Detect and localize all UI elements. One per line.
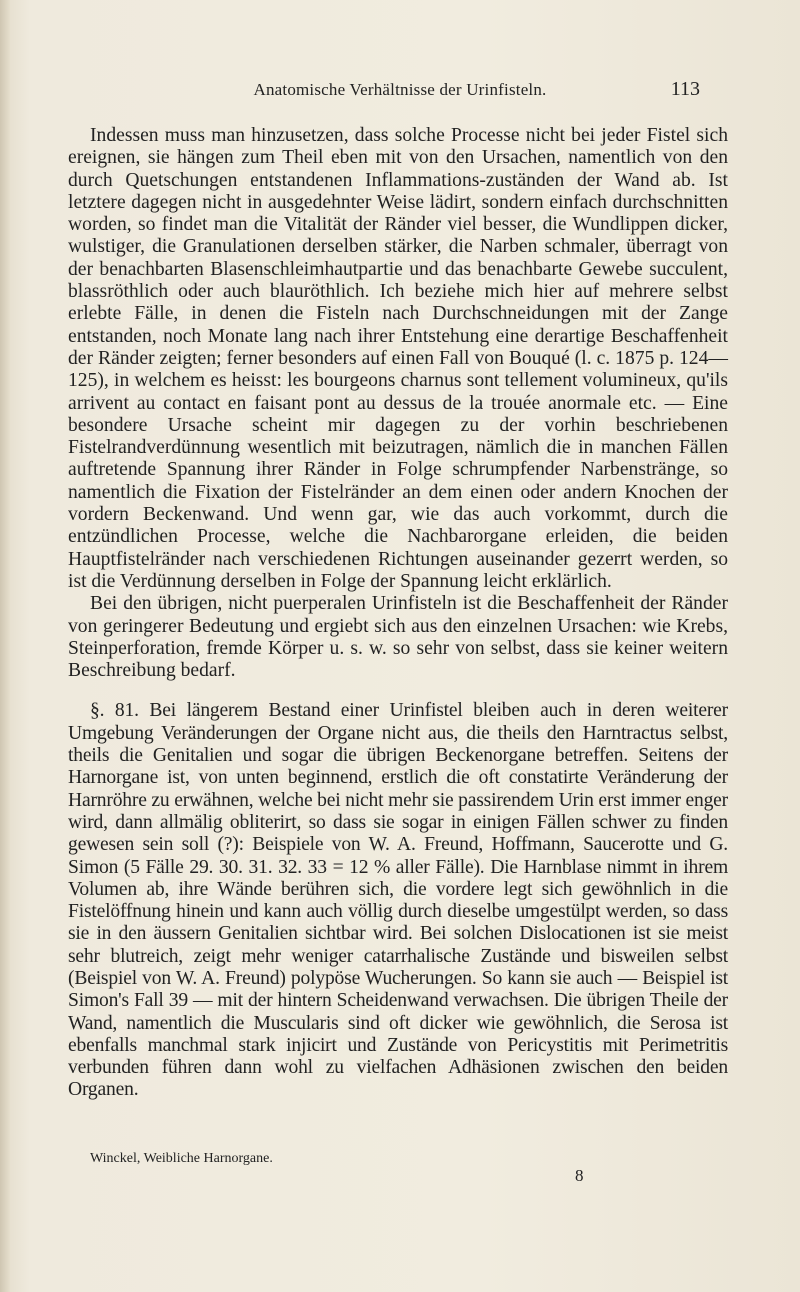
running-title: Anatomische Verhältnisse der Urinfisteln. <box>253 80 547 99</box>
footnote: Winckel, Weibliche Harnorgane. <box>90 1151 273 1166</box>
body-text <box>68 125 728 1102</box>
signature-mark: 8 <box>575 1166 584 1185</box>
section-gap <box>68 682 728 700</box>
paragraph-1: Indessen muss man hinzusetzen, dass solche Processe nicht bei jeder Fistel sich ereignen, sie hängen zum Theil eben mit von den Ursachen, namentlich von den durch Quetschungen entstandenen Inflammations-zuständen der Wand ab. Ist letztere dagegen nicht in ausgedehnter Weise lädirt, sondern einfach durchschnitten worden, so findet man die Vitalität der Ränder viel besser, die Wundlippen dicker, wulstiger, die Granulationen derselben stärker, die Narben schmaler, überragt von der benachbarten Blasenschleimhautpartie und das benachbarte Gewebe succulent, blassröthlich oder auch blauröthlich. Ich beziehe mich hier auf mehrere selbst erlebte Fälle, in denen die Fisteln nach Durchschneidungen mit der Zange entstanden, noch Monate lang nach ihrer Entstehung eine derartige Beschaffenheit der Ränder zeigten; ferner besonders auf einen Fall von Bouqué (l. c. 1875 p. 124—125), in welchem es heisst: les bourgeons charnus sont tellement volumineux, qu'ils arrivent au contact en faisant pont au dessus de la trouée anormale etc. — Eine besondere Ursache scheint mir dagegen zu der vorhin beschriebenen Fistelrandverdünnung wesentlich mit beizutragen, nämlich die in manchen Fällen auftretende Spannung ihrer Ränder in Folge schrumpfender Narbenstränge, so namentlich die Fixation der Fistelränder an dem einen oder andern Knochen der vordern Beckenwand. Und wenn gar, wie das auch vorkommt, durch die entzündlichen Processe, welche die Nachbarorgane erleiden, die beiden Hauptfistelränder nach verschiedenen Richtungen auseinander gezerrt werden, so ist die Verdünnung derselben in Folge der Spannung leicht erklärlich. <box>68 125 728 592</box>
paragraph-section-81: §. 81. Bei längerem Bestand einer Urinfistel bleiben auch in deren weiterer Umgebung Veränderungen der Organe nicht aus, die theils den Harntractus selbst, theils die Genitalien und sogar die übrigen Beckenorgane betreffen. Seitens der Harnorgane ist, von unten beginnend, erstlich die oft constatirte Veränderung der Harnröhre zu erwähnen, welche bei nicht mehr sie passirendem Urin erst immer enger wird, dann allmälig obliterirt, so dass sie sogar in einigen Fällen schwer zu finden gewesen sein soll (?): Beispiele von W. A. Freund, Hoffmann, Saucerotte und G. Simon (5 Fälle 29. 30. 31. 32. 33 = 12 % aller Fälle). Die Harnblase nimmt in ihrem Volumen ab, ihre Wände berühren sich, die vordere legt sich gewöhnlich in die Fistelöffnung hinein und kann auch völlig durch dieselbe umgestülpt werden, so dass sie in den äussern Genitalien sichtbar wird. Bei solchen Dislocationen ist sie meist sehr blutreich, zeigt mehr weniger catarrhalische Zustände und bisweilen selbst (Beispiel von W. A. Freund) polypöse Wucherungen. So kann sie auch — Beispiel ist Simon's Fall 39 — mit der hintern Scheidenwand verwachsen. Die übrigen Theile der Wand, namentlich die Muscularis sind oft dicker wie gewöhnlich, die Serosa ist ebenfalls manchmal stark injicirt und Zustände von Pericystitis mit Perimetritis verbunden führen dann wohl zu vielfachen Adhäsionen zwischen den beiden Organen. <box>68 700 728 1101</box>
page-number: 113 <box>670 78 700 100</box>
running-head <box>0 80 800 110</box>
paragraph-2: Bei den übrigen, nicht puerperalen Urinfisteln ist die Beschaffenheit der Ränder von geringerer Bedeutung und ergiebt sich aus den einzelnen Ursachen: wie Krebs, Steinperforation, fremde Körper u. s. w. so sehr von selbst, dass sie keiner weitern Beschreibung bedarf. <box>68 593 728 682</box>
page-spine-edge <box>0 0 10 1292</box>
